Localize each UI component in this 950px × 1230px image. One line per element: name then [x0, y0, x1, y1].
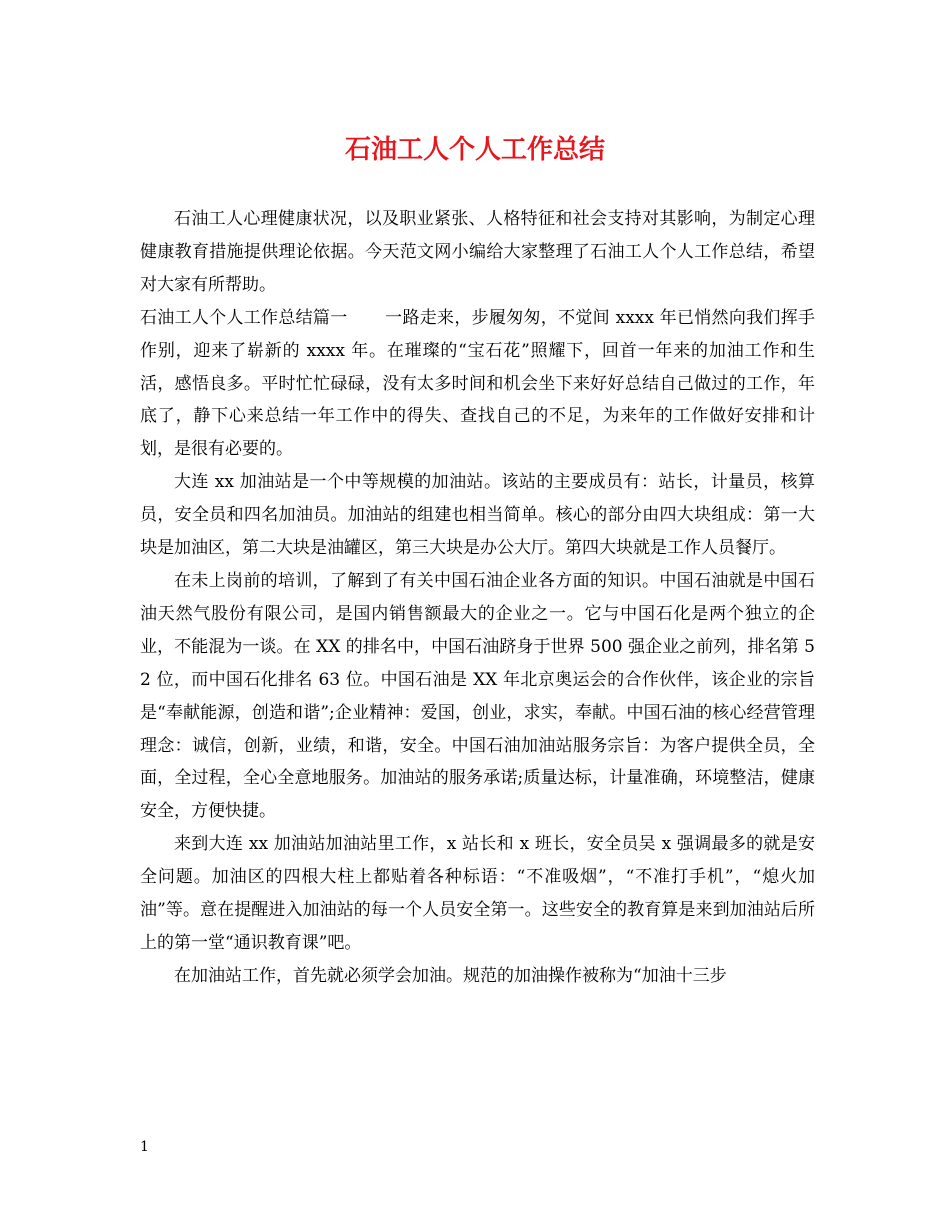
page-number: 1: [140, 1139, 149, 1155]
document-title: 石油工人个人工作总结: [344, 135, 605, 165]
body-paragraph: 在未上岗前的培训，了解到了有关中国石油企业各方面的知识。中国石油就是中国石油天然气股份有限公司，是国内销售额最大的企业之一。它与中国石化是两个独立的企业，不能混为一谈。在 XX 的排名中，中国石油跻身于世界 500 强企业之前列，排名第 52 位，而中国石化排名 63 位。中国石油是 XX 年北京奥运会的合作伙伴，该企业的宗旨是“奉献能源，创造和谐”;企业精神：爱国，创业，求实，奉献。中国石油的核心经营管理理念：诚信，创新，业绩，和谐，安全。中国石油加油站服务宗旨：为客户提供全员，全面，全过程，全心全意地服务。加油站的服务承诺;质量达标，计量准确，环境整洁，健康安全，方便快捷。: [140, 570, 815, 822]
body-paragraph: 来到大连 xx 加油站加油站里工作，x 站长和 x 班长，安全员吴 x 强调最多的就是安全问题。加油区的四根大柱上都贴着各种标语：“不准吸烟”，“不准打手机”，“熄火加油”等。意在提醒进入加油站的每一个人员安全第一。这些安全的教育算是来到加油站后所上的第一堂“通识教育课”吧。: [140, 834, 815, 953]
body-paragraph: 大连 xx 加油站是一个中等规模的加油站。该站的主要成员有：站长，计量员，核算员，安全员和四名加油员。加油站的组建也相当简单。核心的部分由四大块组成：第一大块是加油区，第二大块是油罐区，第三大块是办公大厅。第四大块就是工作人员餐厅。: [140, 472, 815, 559]
section-first-paragraph: [140, 302, 815, 467]
section-first-text: 一路走来，步履匆匆，不觉间 xxxx 年已悄然向我们挥手作别，迎来了崭新的 xxxx 年。在璀璨的“宝石花”照耀下，回首一年来的加油工作和生活，感悟良多。平时忙忙碌碌，没有太多时间和机会坐下来好好总结自己做过的工作，年底了，静下心来总结一年工作中的得失、查找自己的不足，为来年的工作做好安排和计划，是很有必要的。: [140, 307, 815, 460]
body-paragraph: 在加油站工作，首先就必须学会加油。规范的加油操作被称为“加油十三步: [174, 965, 727, 986]
section-heading: 石油工人个人工作总结篇一: [140, 307, 348, 328]
intro-paragraph: 石油工人心理健康状况，以及职业紧张、人格特征和社会支持对其影响，为制定心理健康教育措施提供理论依据。今天范文网小编给大家整理了石油工人个人工作总结，希望对大家有所帮助。: [140, 209, 815, 295]
document-body: [140, 203, 815, 993]
